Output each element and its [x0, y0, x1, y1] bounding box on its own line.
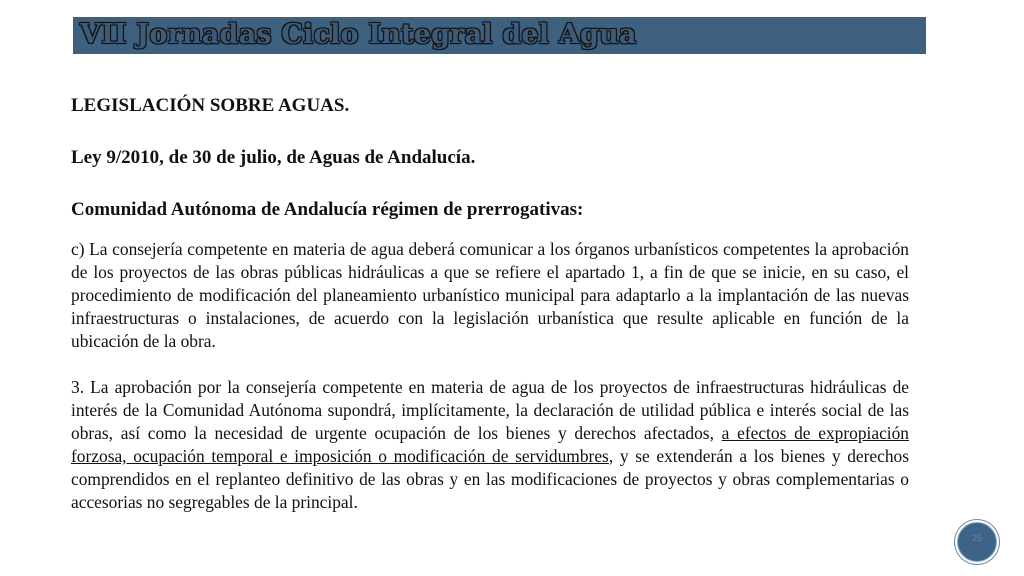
slide-title: VII Jornadas Ciclo Integral del Agua	[80, 19, 637, 50]
page-number-badge	[957, 522, 997, 562]
paragraph-c: c) La consejería competente en materia de agua deberá comunicar a los órganos urbanísticos competentes la aprobación de los proyectos de las obras públicas hidráulicas a que se refiere el apartado 1, a fin de que se inicie, en su caso, el procedimiento de modificación del planeamiento urbanístico municipal para adaptarlo a la implantación de las nuevas infraestructuras o instalaciones, de acuerdo con la legislación urbanística que resulte aplicable en función de la ubicación de la obra.	[71, 239, 909, 351]
paragraph-3	[71, 376, 909, 514]
paragraph-3-start: 3. La aprobación por la consejería competente en materia de agua de los proyectos de infraestructuras hidráulicas de interés de la Comunidad Autónoma supondrá, implícitamente, la declaración de utilidad pública e interés social de las obras, así como la necesidad de urgente ocupación de los bienes y derechos afectados,	[71, 377, 909, 443]
page-number: 25	[971, 533, 982, 543]
section-heading: LEGISLACIÓN SOBRE AGUAS.	[71, 95, 350, 116]
title-bar	[73, 17, 926, 54]
underlined-phrase: a efectos de expropiación forzosa, ocupación temporal e imposición o modificación de servidumbres	[71, 423, 910, 466]
slide-content	[71, 92, 909, 514]
subheading: Comunidad Autónoma de Andalucía régimen de prerrogativas:	[71, 199, 584, 220]
law-title: Ley 9/2010, de 30 de julio, de Aguas de Andalucía.	[71, 147, 476, 168]
paragraph-3-end: , y se extenderán a los bienes y derechos comprendidos en el replanteo definitivo de las obras y en las modificaciones de proyectos y obras complementarias o accesorias no segregables de la principal.	[71, 446, 909, 512]
